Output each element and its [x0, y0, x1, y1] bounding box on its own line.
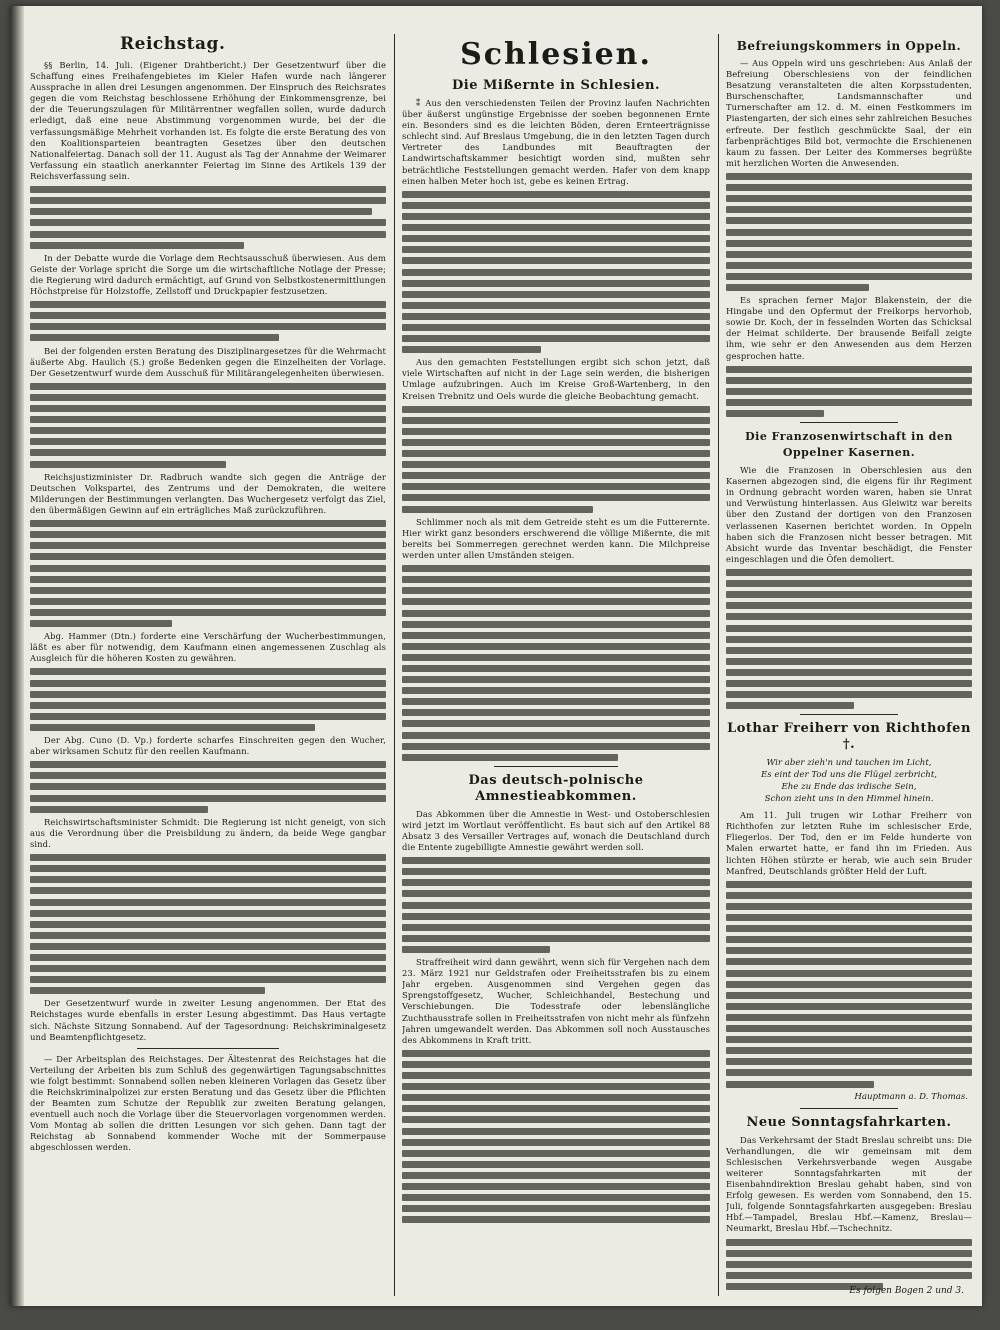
column-rule — [718, 34, 719, 1296]
separator — [800, 1108, 898, 1109]
heading-befreiungskommers: Befreiungskommers in Oppeln. — [736, 39, 962, 53]
article-paragraph: ⁑ Aus den verschiedensten Teilen der Provinz laufen Nachrichten über äußerst ungünstige Ergebnisse der soeben begonnenen Ernte ein. Besonders sind es die leichten Böden, deren Ernteerträgnisse schlecht sind. Auf Breslaus Umgebung, die in den letzten Tagen durch Vertreter des Landbundes mit Beauftragten der Landwirtschaftskammer besichtigt worden sind, mußten sehr beträchtliche Feststellungen gemacht werden. Hafer von dem knapp einen halben Meter hoch ist, gebe es keinen Ertrag. — [402, 98, 710, 186]
text-block — [726, 569, 972, 709]
article-paragraph: Aus den gemachten Feststellungen ergibt sich schon jetzt, daß viele Wirtschaften auf nicht in der Lage sein werden, die bisherigen Umlage aufzubringen. Auch im Kreise Groß-Wartenberg, in den Kreisen Trebnitz und Oels wurde die gleiche Beobachtung gemacht. — [402, 357, 710, 401]
article-paragraph: Das Verkehrsamt der Stadt Breslau schreibt uns: Die Verhandlungen, die wir gemeinsam mit dem Schlesischen Verkehrsverbande wegen Ausgabe weiterer Sonntagsfahrkarten mit der Eisenbahndirektion Breslau gehabt haben, sind von Erfolg gewesen. Es werden vom Sonnabend, den 15. Juli, folgende Sonntagsfahrkarten ausgegeben: Breslau Hbf.—Tampadel, Breslau Hbf.—Kamenz, Breslau—Neumarkt, Breslau Hbf.—Tschechnitz. — [726, 1134, 972, 1234]
article-paragraph: Abg. Hammer (Dtn.) forderte eine Verschärfung der Wucherbestimmungen, läßt es aber für notwendig, dem Kaufmann einen angemessenen Zuschlag als Ausgleich für die höheren Kosten zu gewähren. — [30, 631, 386, 664]
text-block — [726, 1239, 972, 1290]
text-block — [726, 173, 972, 291]
separator — [494, 766, 617, 767]
article-paragraph: Schlimmer noch als mit dem Getreide steht es um die Futterernte. Hier wirkt ganz besonders erschwerend die völlige Mißernte, die mit bereits bei Sommerregen gerechnet werden kann. Die Milchpreise werden unter allen Umständen steigen. — [402, 516, 710, 560]
text-block — [30, 186, 386, 248]
column-schlesien — [402, 32, 710, 1298]
text-block — [402, 191, 710, 353]
article-paragraph: Bei der folgenden ersten Beratung des Disziplinargesetzes für die Wehrmacht äußerte Abg. Haulich (S.) große Bedenken gegen die Einzelheiten der Vorlage. Der Gesetzentwurf wurde dem Ausschuß für Militärangelegenheiten überwiesen. — [30, 345, 386, 378]
article-paragraph: — Aus Oppeln wird uns geschrieben: Aus Anlaß der Befreiung Oberschlesiens von der feindlichen Besatzung veranstalteten die alten Korpsstudenten, Burschenschafter, Landsmannschafter und Turnerschafter am 12. d. M. einen Festkommers im Piastengarten, der sich eines sehr zahlreichen Besuches erfreute. Der festlich geschmückte Saal, der ein farbenprächtiges Bild bot, vermochte die Erschienenen kaum zu fassen. Der Leiter des Kommerses begrüßte mit herzlichen Worten die Anwesenden. — [726, 58, 972, 168]
article-paragraph: Reichsjustizminister Dr. Radbruch wandte sich gegen die Anträge der Deutschen Volkspartei, des Zentrums und der Demokraten, die weitere Milderungen der Bestimmungen verlangten. Das Wuchergesetz verfolgt das Ziel, den übermäßigen Gewinn auf ein erträgliches Maß zurückzuführen. — [30, 471, 386, 515]
text-block — [30, 301, 386, 341]
continuation-note: Es folgen Bogen 2 und 3. — [849, 1286, 964, 1296]
heading-reichstag: Reichstag. — [120, 34, 226, 54]
heading-richthofen: Lothar Freiherr von Richthofen †. — [727, 721, 971, 753]
separator — [137, 1048, 279, 1049]
heading-sonntagsfahrkarten: Neue Sonntagsfahrkarten. — [746, 1114, 952, 1130]
text-block — [30, 383, 386, 468]
column-rule — [394, 34, 395, 1296]
text-block — [726, 881, 972, 1088]
subheading-amnestie: Das deutsch-polnische Amnestieabkommen. — [468, 772, 644, 804]
article-paragraph: Wie die Franzosen in Oberschlesien aus den Kasernen abgezogen sind, die eigens für ihr Regiment in Ordnung gebracht worden waren, haben sie Unrat und Verwüstung hinterlassen. Aus Gleiwitz war bereits über den Zustand der dortigen von den Franzosen verlassenen Kasernen berichtet worden. In Oppeln haben sich die Franzosen nicht besser betragen. Mit Absicht wurde das Inventar beschädigt, die Fenster eingeschlagen und die Öfen demoliert. — [726, 465, 972, 564]
separator — [800, 714, 898, 715]
heading-franzosenwirtschaft: Die Franzosenwirtschaft in den Oppelner Kasernen. — [745, 430, 953, 460]
article-paragraph: Am 11. Juli trugen wir Lothar Freiherr von Richthofen zur letzten Ruhe im schlesischer Erde, Fliegerlos. Der Tod, den er im Felde hunderte von Malen erwartet hatte, er fand ihn im Frieden. Aus lichten Höhen stürzte er herab, wie auch sein Bruder Manfred, Deutschlands größter Held der Luft. — [726, 810, 972, 876]
text-block — [30, 668, 386, 730]
article-paragraph: Das Abkommen über die Amnestie in West- und Ostoberschlesien wird jetzt im Wortlaut veröffentlicht. Es baut sich auf den Artikel 88 Absatz 3 des Versailler Vertrages auf, wonach die Deutschland durch die Entente zugebilligte Amnestie gewährt werden soll. — [402, 808, 710, 852]
article-paragraph: Der Abg. Cuno (D. Vp.) forderte scharfes Einschreiten gegen den Wucher, aber wirksamen Schutz für den reellen Kaufmann. — [30, 735, 386, 757]
column-oppeln — [726, 32, 972, 1298]
author-signature: Hauptmann a. D. Thomas. — [854, 1091, 968, 1102]
text-block — [30, 761, 386, 812]
article-paragraph: In der Debatte wurde die Vorlage dem Rechtsausschuß überwiesen. Aus dem Geiste der Vorlage spricht die Sorge um die wirtschaftliche Notlage der Presse; die Regierung wird dadurch ermächtigt, auf Grund von Selbstkostenermittlungen Höchstpreise für Holzstoffe, Zellstoff und Druckpapier festzusetzen. — [30, 252, 386, 296]
article-paragraph: §§ Berlin, 14. Juli. (Eigener Drahtbericht.) Der Gesetzentwurf über die Schaffung eines Freihafengebietes im Kieler Hafen wurde nach längerer Aussprache in allen drei Lesungen angenommen. Der Einspruch des Reichsrates gegen die vom Reichstag beschlossene Erhöhung der Einkommensgrenze, bei der die Teuerungszulagen für Militärrentner wegfallen sollen, wurde dadurch erledigt, daß eine neue Abstimmung vorgenommen wurde, bei der die verfassungsmäßige Mehrheit vorhanden ist. Es folgte die erste Beratung des von den Koalitionsparteien beantragten Gesetzes über den deutschen Nationalfeiertag. Danach soll der 11. August als Tag der Annahme der Weimarer Verfassung ein staatlich anerkannter Feiertag im Sinne des Artikels 139 der Reichsverfassung sein. — [30, 60, 386, 181]
article-paragraph: — Der Arbeitsplan des Reichstages. Der Ältestenrat des Reichstages hat die Verteilung der Arbeiten bis zum Schluß des gegenwärtigen Tagungsabschnittes wie folgt bestimmt: Sonnabend sollen neben kleineren Vorlagen das Gesetz über die Reichskriminalpolizei zur ersten Beratung und das Gesetz über die Pflichten der Beamten zum Schutze der Republik zur zweiten Beratung gelangen, eventuell auch noch die Vorlage über die Steuervorlagen vorgenommen werden. Vom Montag ab sollen die dritten Lesungen vor sich gehen. Dann tagt der Reichstag ab Sonnabend kommender Woche mit der Sommerpause abgeschlossen werden. — [30, 1053, 386, 1153]
article-paragraph: Reichswirtschaftsminister Schmidt: Die Regierung ist nicht geneigt, von sich aus die Verordnung über die Preisbildung zu ändern, da beide Wege gangbar sind. — [30, 816, 386, 849]
text-block — [30, 520, 386, 627]
heading-schlesien: Schlesien. — [460, 37, 652, 72]
article-paragraph: Der Gesetzentwurf wurde in zweiter Lesung angenommen. Der Etat des Reichstages wurde ebenfalls in erster Lesung abgestimmt. Das Haus vertagte sich. Nächste Sitzung Sonnabend. Auf der Tagesordnung: Reichskriminalgesetz und Beamtenpflichtgesetz. — [30, 998, 386, 1042]
article-paragraph: Es sprachen ferner Major Blakenstein, der die Hingabe und den Opfermut der Freikorps hervorhob, sowie Dr. Koch, der in fesselnden Worten das Schicksal der Heimat schilderte. Der brausende Beifall zeigte ihm, wie sehr er den Anwesenden aus dem Herzen gesprochen hatte. — [726, 295, 972, 361]
text-block — [726, 366, 972, 417]
text-block — [402, 1050, 710, 1223]
text-block — [402, 406, 710, 513]
text-block — [402, 565, 710, 761]
column-reichstag — [30, 32, 386, 1298]
separator — [800, 422, 898, 423]
binding-edge — [10, 6, 24, 1306]
newspaper-page — [10, 6, 982, 1306]
text-block — [30, 854, 386, 994]
text-block — [402, 857, 710, 953]
memorial-poem: Wir aber zieh'n und tauchen im Licht, Es eint der Tod uns die Flügel zerbricht, Ehe zu Ende das irdische Sein, Schon zieht uns in den Himmel hinein. — [760, 758, 938, 805]
article-paragraph: Straffreiheit wird dann gewährt, wenn sich für Vergehen nach dem 23. März 1921 nur Geldstrafen oder Freiheitsstrafen bis zu einem Jahr ergeben. Ausgenommen sind Vergehen gegen das Sprengstoffgesetz, Wucher, Schleichhandel, Bestechung und Verschiebungen. Die Todesstrafe oder lebenslängliche Zuchthausstrafe sollen in Freiheitsstrafen von nicht mehr als fünfzehn Jahren umgewandelt werden. Das Abkommen soll noch Ausstausches des Abkommens in Kraft tritt. — [402, 957, 710, 1045]
subheading-missernte: Die Mißernte in Schlesien. — [452, 78, 660, 93]
